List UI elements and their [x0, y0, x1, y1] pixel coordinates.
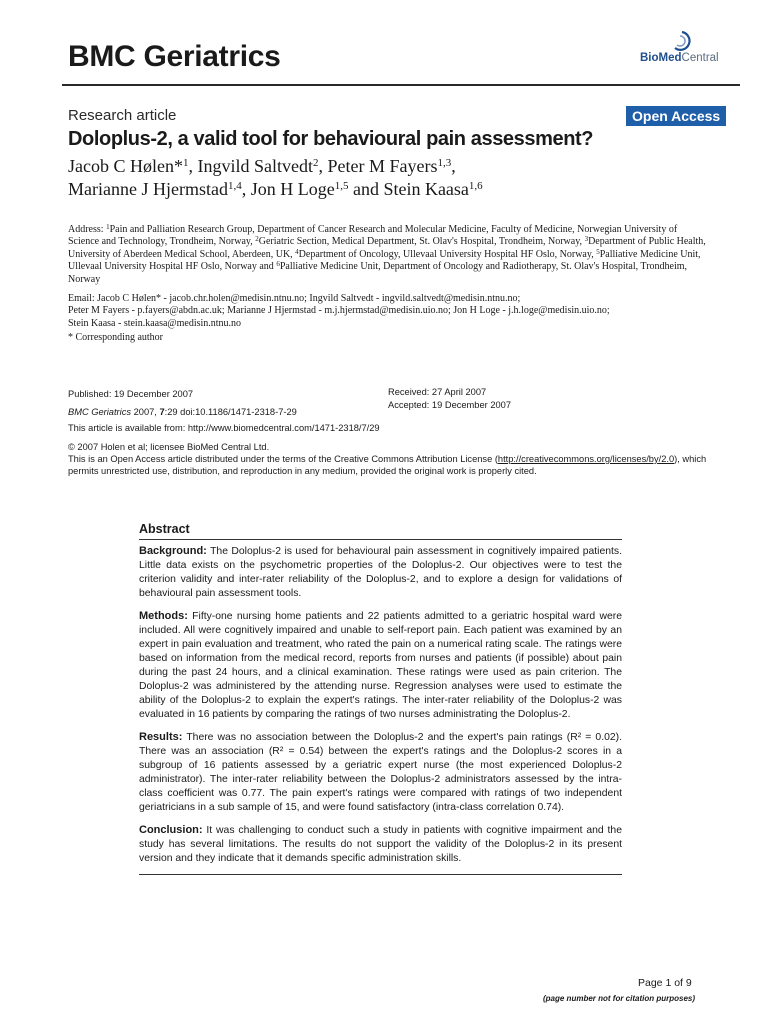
conclusion-label: Conclusion:: [139, 824, 203, 836]
logo-central-text: Central: [681, 52, 719, 64]
affil-number: 3: [584, 235, 589, 244]
affil-text: Geriatric Section, Medical Department, St. Olav's Hospital, Trondheim, Norway,: [258, 236, 585, 248]
author-affiliation: 2: [312, 157, 319, 169]
email-line[interactable]: Peter M Fayers - p.fayers@abdn.ac.uk; Marianne J Hjermstad - m.j.hjermstad@medisin.uio.no; Jon H Loge - j.h.loge@medisin.uio.no;: [68, 305, 610, 317]
biomed-logo-icon: [668, 30, 694, 52]
logo-biomed-text: BioMed: [640, 52, 682, 64]
abstract-section: [139, 522, 622, 875]
journal-title: BMC Geriatrics: [68, 40, 281, 73]
license-text: [68, 453, 708, 477]
authors-line-1: [68, 155, 456, 178]
author: and Stein Kaasa: [348, 179, 469, 199]
methods-text: Fifty-one nursing home patients and 22 patients admitted to a geriatric hospital ward were included. All were cognitively impaired and unable to self-report pain. Each patient was examined by an expert in pain evaluation and treatment, who rated the pain on a numerical rating scale. The ratings were based on information from the medical record, reports from nurses and patients (if possible) about pain during the past 24 hours, and a clinical examination. These ratings were used as pain criterion. The Doloplus-2 was administered by the attending nurse. Regression analyses were used to estimate the ability of the Doloplus-2 to explain the expert's ratings. The inter-rater reliability of the Doloplus-2 was evaluated in 16 patients by comparing the ratings of two nurses administrating the Doloplus-2.: [139, 611, 622, 720]
citation-doi: :29 doi:10.1186/1471-2318-7-29: [164, 407, 297, 417]
email-line[interactable]: Email: Jacob C Hølen* - jacob.chr.holen@medisin.ntnu.no; Ingvild Saltvedt - ingvild.saltvedt@medisin.ntnu.no;: [68, 293, 521, 304]
email-block: [68, 293, 708, 330]
affil-number: 4: [295, 247, 299, 256]
citation-volume: 7: [159, 407, 165, 417]
methods-label: Methods:: [139, 610, 188, 622]
copyright: © 2007 Holen et al; licensee BioMed Central Ltd.: [68, 442, 270, 452]
published-date: Published: 19 December 2007: [68, 389, 194, 399]
received-date: Received: 27 April 2007: [388, 387, 487, 397]
author: , Ingvild Saltvedt: [188, 156, 313, 176]
author: Jacob C Hølen*: [68, 156, 183, 176]
abstract-divider-top: [139, 539, 622, 540]
affil-text: Palliative Medicine Unit, Department of Oncology and Radiotherapy, St. Olav's Hospital, Trondheim, Norway: [68, 261, 688, 285]
abstract-conclusion: [139, 823, 622, 866]
author-affiliation: 1,3: [437, 157, 452, 169]
authors-line-2: [68, 178, 483, 201]
citation-journal: BMC Geriatrics: [68, 407, 132, 417]
article-url[interactable]: This article is available from: http://www.biomedcentral.com/1471-2318/7/29: [68, 423, 380, 433]
citation-year: 2007,: [131, 407, 160, 417]
abstract-methods: [139, 609, 622, 722]
biomed-central-logo: [640, 30, 750, 72]
license-post: ), which permits unrestricted use, distribution, and reproduction in any medium, provided the original work is properly cited.: [68, 454, 707, 476]
article-type: Research article: [68, 107, 177, 124]
background-text: The Doloplus-2 is used for behavioural pain assessment in cognitively impaired patients. Little data exists on the psychometric properties of the Doloplus-2. Our objectives were to test the criterion validity and inter-rater reliability of the Doloplus-2, and to explore a design for validations of behavioural pain assessment tools.: [139, 546, 622, 599]
affiliation-address: [68, 224, 708, 286]
abstract-background: [139, 544, 622, 601]
affil-text: Department of Oncology, Ullevaal University Hospital HF Oslo, Norway,: [298, 248, 597, 260]
abstract-divider-bottom: [139, 874, 622, 875]
author-affiliation: 1,5: [334, 180, 349, 192]
author-separator: ,: [451, 156, 456, 176]
author: , Jon H Loge: [241, 179, 335, 199]
abstract-results: [139, 730, 622, 815]
accepted-date: Accepted: 19 December 2007: [388, 400, 512, 410]
affil-number: 6: [276, 260, 280, 269]
email-line[interactable]: Stein Kaasa - stein.kaasa@medisin.ntnu.no: [68, 317, 242, 329]
page-number-note: (page number not for citation purposes): [543, 994, 696, 1003]
abstract-heading: Abstract: [139, 522, 190, 536]
header-divider: [62, 84, 740, 86]
background-label: Background:: [139, 545, 207, 557]
affil-number: 5: [596, 247, 600, 256]
open-access-badge: Open Access: [626, 106, 726, 126]
author: , Peter M Fayers: [318, 156, 438, 176]
corresponding-author-note: * Corresponding author: [68, 332, 163, 343]
affil-number: 1: [106, 223, 110, 231]
affil-text: Palliative Medicine Unit, Ullevaal University Hospital HF Oslo, Norway and: [68, 248, 701, 273]
author-affiliation: 1: [182, 157, 189, 169]
license-pre: This is an Open Access article distributed under the terms of the Creative Commons Attribution License (: [68, 454, 498, 464]
license-link[interactable]: http://creativecommons.org/licenses/by/2.0: [497, 454, 675, 464]
results-text: There was no association between the Doloplus-2 and the expert's pain ratings (R² = 0.02). There was an association (R² = 0.54) between the expert's ratings and the Doloplus-2 scores in a subgroup of 16 patients assessed by a geriatric expert nurse (the most experienced Doloplus-2 administrator). The inter-rater reliability between the Doloplus-2 administrators assessed by the intra-class coefficient was 0.77. The pain expert's ratings were compared with ratings of two independent geriatricians in a sub sample of 15, and were found satisfactory (intra-class correlation 0.74).: [139, 732, 622, 813]
affil-number: 2: [255, 235, 259, 244]
conclusion-text: It was challenging to conduct such a study in patients with cognitive impairment and the study has several limitations. The results do not support the validity of the Doloplus-2 in its present version and they indicate that it demands specific administration skills.: [139, 825, 622, 864]
page-number: Page 1 of 9: [638, 977, 692, 989]
author-affiliation: 1,4: [227, 180, 242, 192]
affil-text: Pain and Palliation Research Group, Department of Cancer Research and Molecular Medicine, Faculty of Medicine, Norwegian University of Science and Technology, Trondheim, Norway,: [68, 224, 678, 248]
address-label: Address:: [68, 224, 107, 235]
affil-text: Department of Public Health, University of Aberdeen Medical School, Aberdeen, UK,: [68, 236, 706, 260]
citation: [68, 406, 297, 418]
author: Marianne J Hjermstad: [68, 179, 228, 199]
author-affiliation: 1,6: [468, 180, 483, 192]
article-title: Doloplus-2, a valid tool for behavioural pain assessment?: [68, 128, 594, 150]
results-label: Results:: [139, 731, 183, 743]
